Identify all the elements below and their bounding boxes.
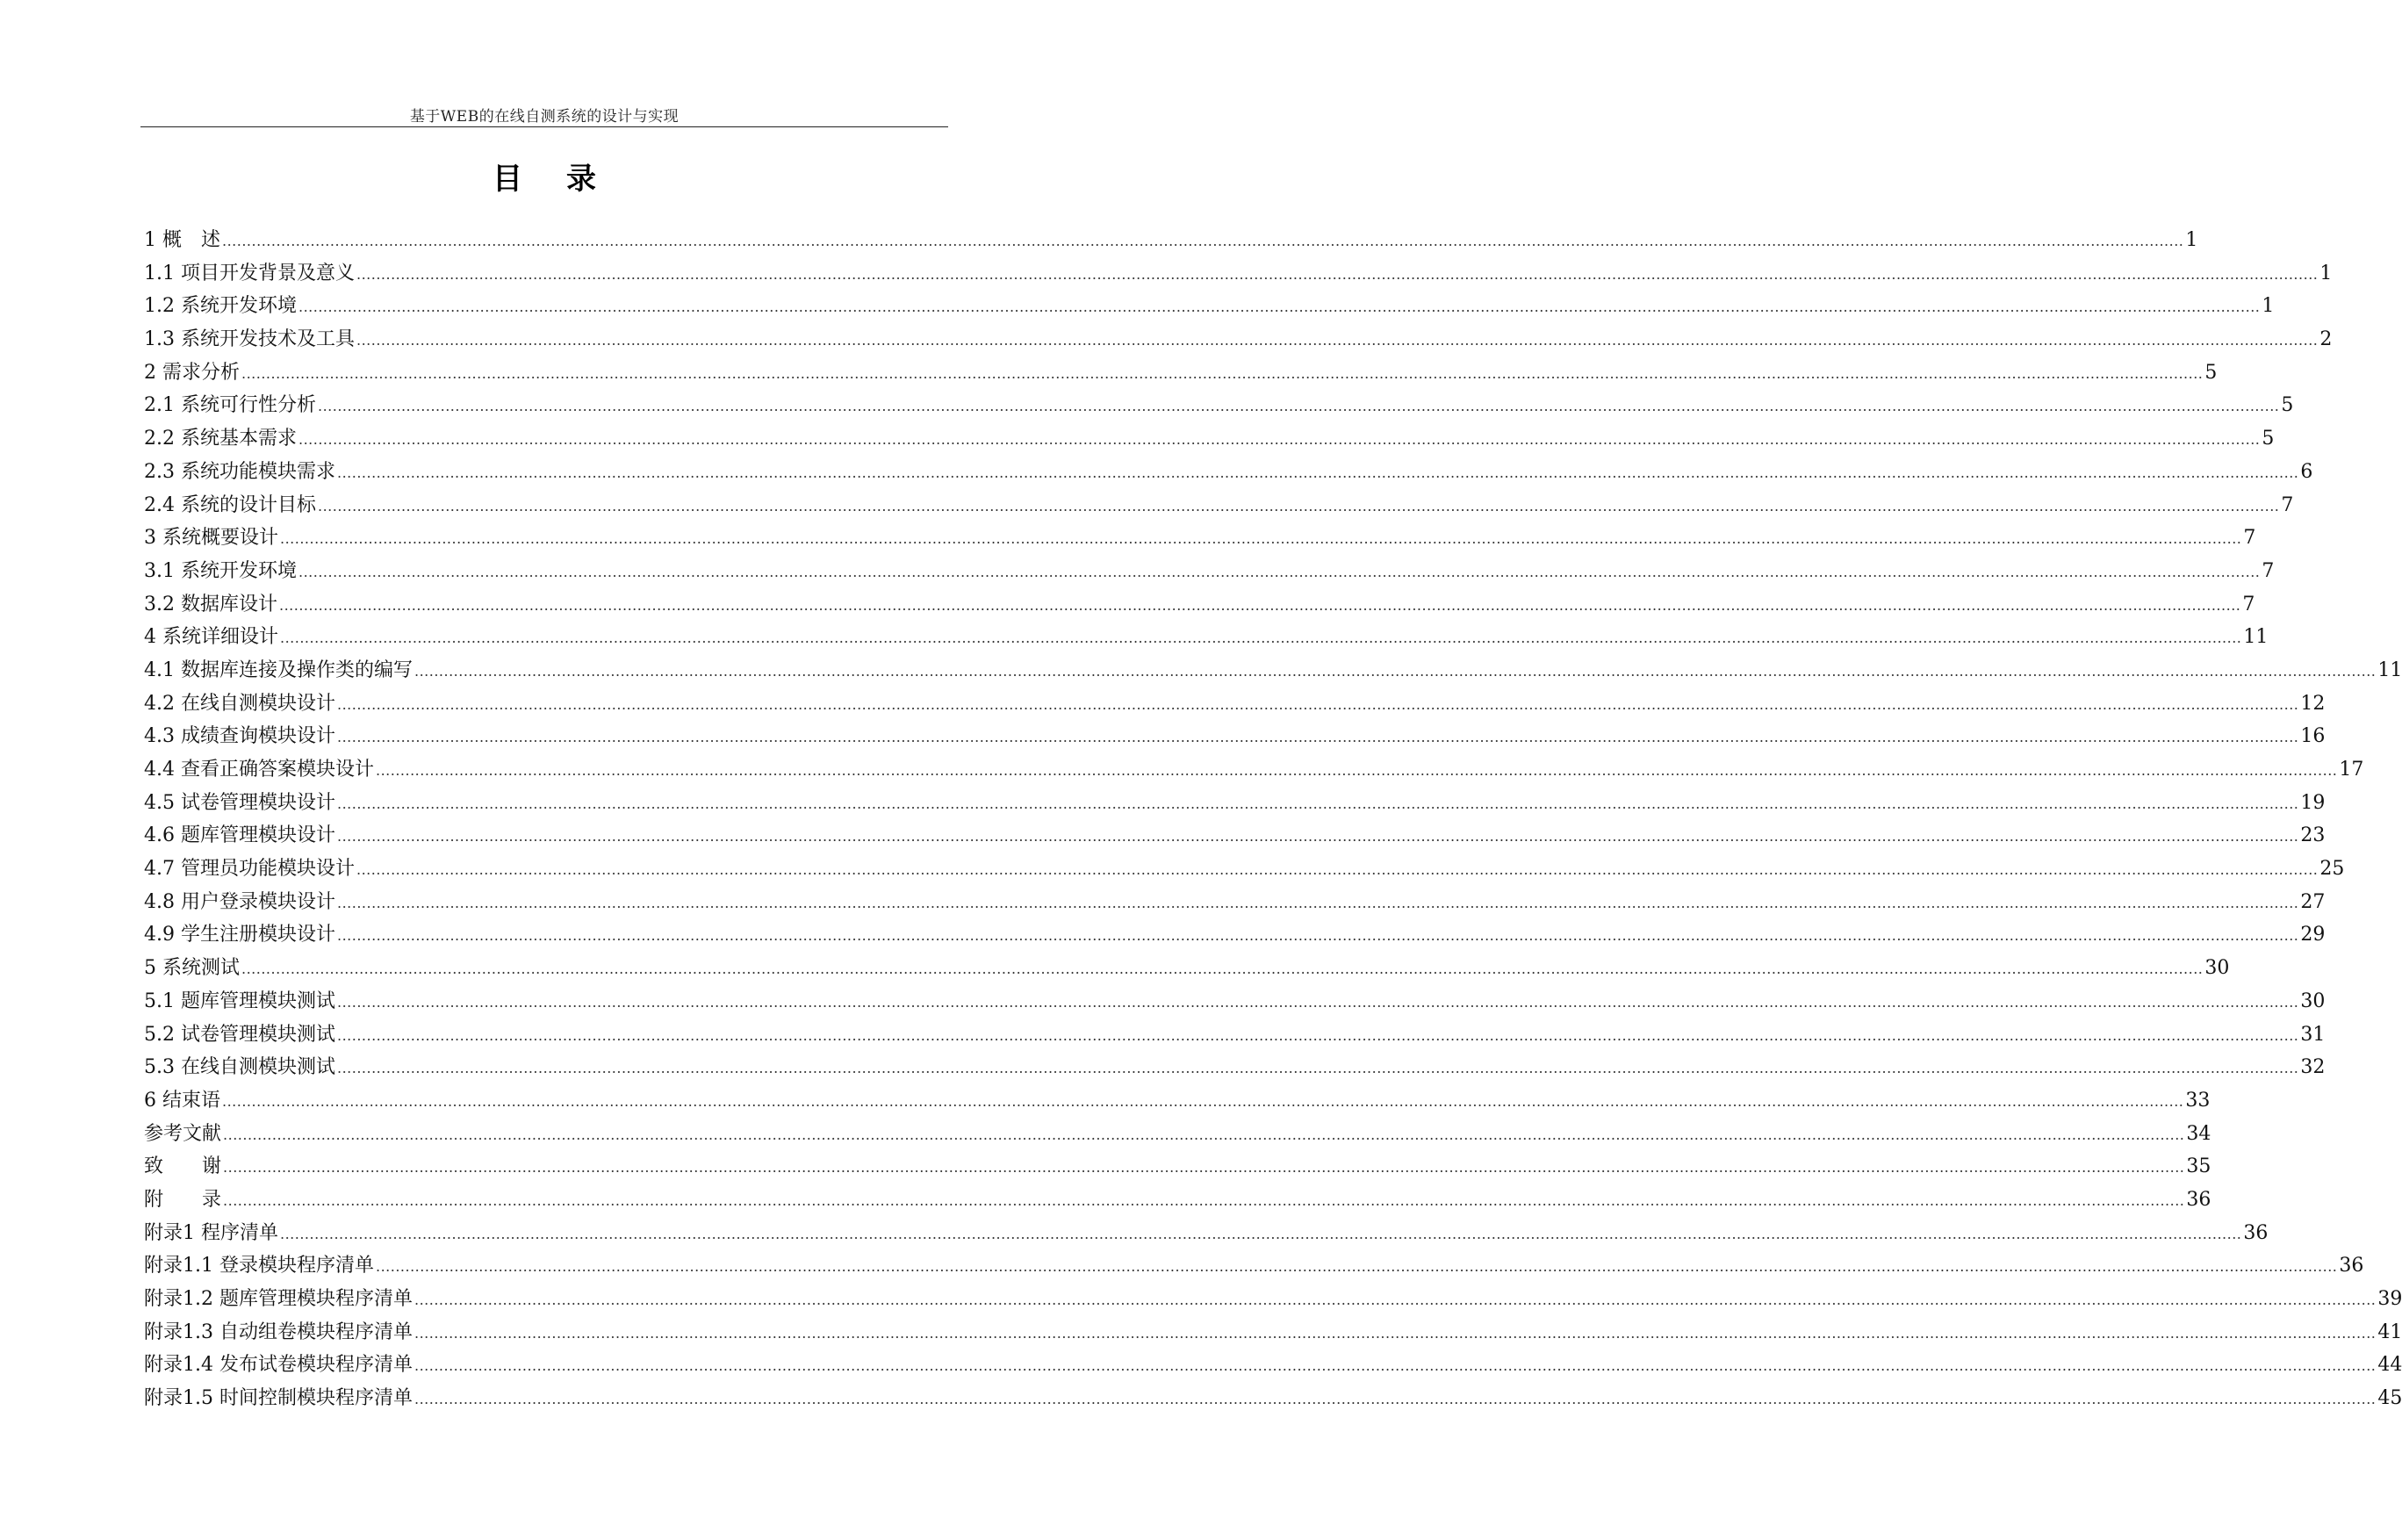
toc-entry-page-number: 36	[2339, 1255, 2364, 1277]
toc-entry-page-number: 29	[2300, 924, 2326, 946]
toc-entry-page-number: 30	[2204, 957, 2230, 980]
toc-entry[interactable]	[144, 588, 2255, 622]
toc-entry-page-number: 36	[2243, 1221, 2269, 1244]
toc-entry-page-number: 1	[2185, 229, 2198, 251]
toc-entry[interactable]	[144, 853, 2345, 886]
toc-entry[interactable]	[144, 654, 2402, 687]
dot-leader: ................................................................................................................................................................................................................................................................................................................................................................................................................	[280, 530, 2242, 548]
toc-entry-title: 5.3 在线自测模块测试	[144, 1056, 335, 1079]
toc-entry-title: 附录1.1 登录模块程序清单	[144, 1255, 374, 1277]
dot-leader: ................................................................................................................................................................................................................................................................................................................................................................................................................	[375, 1258, 2338, 1276]
toc-entry[interactable]	[144, 456, 2313, 489]
dot-leader: ................................................................................................................................................................................................................................................................................................................................................................................................................	[336, 1060, 2299, 1077]
running-header: 基于WEB的在线自测系统的设计与实现	[409, 108, 680, 126]
toc-entry-page-number: 16	[2300, 725, 2326, 748]
toc-entry-title: 6 结束语	[144, 1089, 220, 1112]
toc-entry[interactable]	[144, 1316, 2402, 1349]
toc-entry-page-number: 7	[2262, 559, 2275, 582]
table-of-contents	[144, 224, 2402, 1415]
toc-entry-page-number: 25	[2319, 858, 2345, 881]
toc-entry-title: 1.2 系统开发环境	[144, 295, 297, 318]
toc-entry[interactable]	[144, 1349, 2402, 1382]
toc-entry-page-number: 36	[2186, 1188, 2211, 1211]
toc-entry-title: 附录1 程序清单	[144, 1221, 278, 1244]
toc-entry-title: 1.1 项目开发背景及意义	[144, 262, 355, 284]
toc-entry-page-number: 7	[2281, 493, 2294, 516]
toc-entry-title: 3.1 系统开发环境	[144, 559, 297, 582]
toc-entry-page-number: 35	[2186, 1155, 2211, 1178]
toc-entry-page-number: 23	[2300, 824, 2326, 847]
toc-entry-title: 4.9 学生注册模块设计	[144, 924, 335, 946]
toc-entry-title: 4.6 题库管理模块设计	[144, 824, 335, 847]
toc-entry[interactable]	[144, 687, 2326, 721]
dot-leader: ................................................................................................................................................................................................................................................................................................................................................................................................................	[336, 828, 2299, 846]
toc-entry-title: 2.1 系统可行性分析	[144, 394, 316, 417]
toc-entry[interactable]	[144, 1118, 2211, 1151]
toc-entry[interactable]	[144, 1184, 2211, 1217]
toc-entry-title: 5.2 试卷管理模块测试	[144, 1023, 335, 1046]
toc-entry[interactable]	[144, 522, 2256, 555]
toc-entry-page-number: 5	[2262, 428, 2275, 450]
toc-entry-page-number: 27	[2300, 890, 2326, 913]
toc-entry[interactable]	[144, 1382, 2402, 1415]
toc-entry[interactable]	[144, 224, 2198, 257]
toc-entry[interactable]	[144, 257, 2333, 291]
toc-entry-title: 5.1 题库管理模块测试	[144, 989, 335, 1012]
toc-entry-title: 2.4 系统的设计目标	[144, 493, 316, 516]
toc-entry-page-number: 30	[2300, 989, 2326, 1012]
dot-leader: ................................................................................................................................................................................................................................................................................................................................................................................................................	[336, 695, 2299, 713]
toc-entry-page-number: 32	[2300, 1056, 2326, 1079]
toc-entry-page-number: 41	[2377, 1321, 2402, 1343]
toc-entry[interactable]	[144, 323, 2333, 356]
toc-entry-page-number: 44	[2377, 1354, 2402, 1377]
toc-entry[interactable]	[144, 356, 2218, 390]
toc-entry[interactable]	[144, 1150, 2211, 1184]
toc-entry-page-number: 11	[2377, 658, 2402, 681]
dot-leader: ................................................................................................................................................................................................................................................................................................................................................................................................................	[298, 563, 2261, 580]
dot-leader: ................................................................................................................................................................................................................................................................................................................................................................................................................	[414, 1324, 2377, 1342]
header-divider	[140, 126, 948, 127]
dot-leader: ................................................................................................................................................................................................................................................................................................................................................................................................................	[336, 464, 2299, 481]
toc-entry-page-number: 11	[2243, 626, 2269, 649]
toc-entry-title: 附录1.3 自动组卷模块程序清单	[144, 1321, 413, 1343]
dot-leader: ................................................................................................................................................................................................................................................................................................................................................................................................................	[223, 1159, 2185, 1177]
toc-entry-title: 参考文献	[144, 1122, 222, 1145]
toc-entry-page-number: 39	[2377, 1288, 2402, 1310]
toc-entry-page-number: 6	[2300, 460, 2313, 483]
toc-entry[interactable]	[144, 1283, 2402, 1316]
toc-entry-title: 附 录	[144, 1188, 222, 1211]
dot-leader: ................................................................................................................................................................................................................................................................................................................................................................................................................	[298, 431, 2261, 449]
dot-leader: ................................................................................................................................................................................................................................................................................................................................................................................................................	[356, 265, 2319, 283]
toc-entry-title: 1.3 系统开发技术及工具	[144, 328, 355, 351]
toc-entry[interactable]	[144, 422, 2275, 456]
toc-entry-title: 2.2 系统基本需求	[144, 428, 297, 450]
dot-leader: ................................................................................................................................................................................................................................................................................................................................................................................................................	[414, 662, 2377, 680]
dot-leader: ................................................................................................................................................................................................................................................................................................................................................................................................................	[280, 630, 2242, 647]
toc-entry[interactable]	[144, 952, 2230, 985]
dot-leader: ................................................................................................................................................................................................................................................................................................................................................................................................................	[222, 1092, 2184, 1110]
toc-title: 目录	[493, 162, 640, 197]
toc-entry-title: 4.2 在线自测模块设计	[144, 692, 335, 715]
toc-entry-page-number: 2	[2319, 328, 2333, 351]
toc-entry[interactable]	[144, 753, 2364, 787]
toc-entry-page-number: 34	[2186, 1122, 2211, 1145]
dot-leader: ................................................................................................................................................................................................................................................................................................................................................................................................................	[317, 398, 2280, 415]
toc-entry-page-number: 45	[2377, 1387, 2402, 1410]
toc-entry[interactable]	[144, 985, 2326, 1018]
toc-entry[interactable]	[144, 819, 2326, 853]
toc-entry[interactable]	[144, 555, 2275, 588]
toc-entry-title: 附录1.5 时间控制模块程序清单	[144, 1387, 413, 1410]
toc-entry-page-number: 33	[2185, 1089, 2211, 1112]
toc-entry[interactable]	[144, 1018, 2326, 1052]
toc-entry[interactable]	[144, 1084, 2211, 1118]
toc-entry-title: 4.8 用户登录模块设计	[144, 890, 335, 913]
toc-entry-page-number: 5	[2204, 361, 2218, 384]
toc-entry[interactable]	[144, 1217, 2269, 1250]
toc-entry-title: 3 系统概要设计	[144, 527, 278, 550]
dot-leader: ................................................................................................................................................................................................................................................................................................................................................................................................................	[223, 1191, 2185, 1209]
toc-entry-page-number: 12	[2300, 692, 2326, 715]
dot-leader: ................................................................................................................................................................................................................................................................................................................................................................................................................	[336, 1026, 2299, 1044]
toc-entry[interactable]	[144, 886, 2326, 919]
toc-entry-title: 2.3 系统功能模块需求	[144, 460, 335, 483]
toc-entry-page-number: 5	[2281, 394, 2294, 417]
dot-leader: ................................................................................................................................................................................................................................................................................................................................................................................................................	[241, 961, 2204, 978]
toc-entry-title: 4.5 试卷管理模块设计	[144, 791, 335, 814]
dot-leader: ................................................................................................................................................................................................................................................................................................................................................................................................................	[336, 993, 2299, 1011]
toc-entry[interactable]	[144, 489, 2294, 522]
toc-entry-title: 4 系统详细设计	[144, 626, 278, 649]
dot-leader: ................................................................................................................................................................................................................................................................................................................................................................................................................	[356, 332, 2319, 349]
toc-entry-title: 附录1.2 题库管理模块程序清单	[144, 1288, 413, 1310]
dot-leader: ................................................................................................................................................................................................................................................................................................................................................................................................................	[317, 497, 2280, 515]
dot-leader: ................................................................................................................................................................................................................................................................................................................................................................................................................	[222, 233, 2184, 249]
dot-leader: ................................................................................................................................................................................................................................................................................................................................................................................................................	[336, 795, 2299, 812]
dot-leader: ................................................................................................................................................................................................................................................................................................................................................................................................................	[414, 1357, 2377, 1375]
toc-entry[interactable]	[144, 720, 2326, 753]
dot-leader: ................................................................................................................................................................................................................................................................................................................................................................................................................	[223, 1126, 2185, 1143]
toc-entry-page-number: 1	[2319, 262, 2333, 284]
toc-entry[interactable]	[144, 290, 2275, 323]
dot-leader: ................................................................................................................................................................................................................................................................................................................................................................................................................	[414, 1391, 2377, 1408]
dot-leader: ................................................................................................................................................................................................................................................................................................................................................................................................................	[278, 596, 2241, 614]
toc-entry[interactable]	[144, 787, 2326, 820]
toc-entry-page-number: 31	[2300, 1023, 2326, 1046]
toc-entry-title: 4.3 成绩查询模块设计	[144, 725, 335, 748]
dot-leader: ................................................................................................................................................................................................................................................................................................................................................................................................................	[336, 894, 2299, 911]
toc-entry[interactable]	[144, 389, 2294, 422]
toc-entry-page-number: 17	[2339, 759, 2364, 781]
toc-entry-page-number: 1	[2262, 295, 2275, 318]
toc-entry-title: 4.7 管理员功能模块设计	[144, 858, 355, 881]
dot-leader: ................................................................................................................................................................................................................................................................................................................................................................................................................	[336, 729, 2299, 746]
toc-entry-title: 附录1.4 发布试卷模块程序清单	[144, 1354, 413, 1377]
dot-leader: ................................................................................................................................................................................................................................................................................................................................................................................................................	[414, 1292, 2377, 1308]
toc-entry-title: 5 系统测试	[144, 957, 240, 980]
toc-entry[interactable]	[144, 918, 2326, 952]
dot-leader: ................................................................................................................................................................................................................................................................................................................................................................................................................	[375, 762, 2338, 779]
toc-entry[interactable]	[144, 1051, 2326, 1084]
toc-entry[interactable]	[144, 621, 2269, 654]
toc-entry[interactable]	[144, 1249, 2364, 1283]
toc-entry-title: 致 谢	[144, 1155, 222, 1178]
toc-entry-page-number: 7	[2243, 527, 2256, 550]
dot-leader: ................................................................................................................................................................................................................................................................................................................................................................................................................	[241, 364, 2204, 382]
toc-entry-title: 4.1 数据库连接及操作类的编写	[144, 658, 413, 681]
toc-entry-title: 1 概 述	[144, 229, 220, 251]
dot-leader: ................................................................................................................................................................................................................................................................................................................................................................................................................	[336, 927, 2299, 945]
dot-leader: ................................................................................................................................................................................................................................................................................................................................................................................................................	[280, 1225, 2242, 1242]
toc-entry-title: 3.2 数据库设计	[144, 593, 277, 615]
toc-entry-title: 4.4 查看正确答案模块设计	[144, 759, 374, 781]
toc-entry-page-number: 7	[2242, 593, 2255, 615]
toc-entry-page-number: 19	[2300, 791, 2326, 814]
dot-leader: ................................................................................................................................................................................................................................................................................................................................................................................................................	[356, 861, 2319, 879]
dot-leader: ................................................................................................................................................................................................................................................................................................................................................................................................................	[298, 299, 2261, 316]
toc-entry-title: 2 需求分析	[144, 361, 240, 384]
